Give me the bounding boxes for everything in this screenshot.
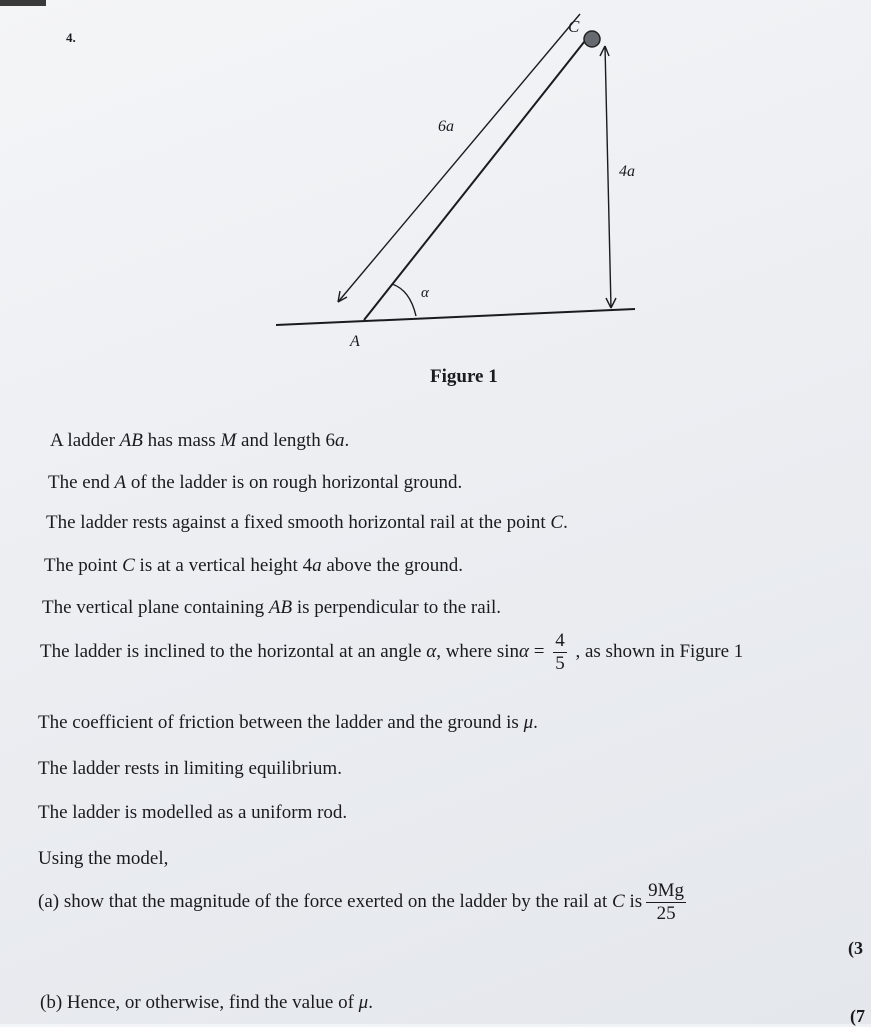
- marks-part-a: (3: [848, 938, 863, 958]
- rail-point-c: [584, 31, 600, 47]
- text-line-5: The vertical plane containing AB is perpendicular to the rail.: [42, 597, 502, 618]
- question-part-a: (a) show that the magnitude of the force exerted on the ladder by the rail at C is $\frac{9Mg}{25}$: [38, 880, 685, 924]
- sin-alpha-fraction: $\frac{4}{5}$: [555, 630, 565, 674]
- force-fraction: $\frac{9Mg}{25}$: [648, 880, 685, 924]
- question-part-b: (b) Hence, or otherwise, find the value of μ.: [40, 992, 373, 1013]
- text-line-8: The ladder rests in limiting equilibrium.: [38, 758, 342, 779]
- text-line-3: The ladder rests against a fixed smooth horizontal rail at the point C.: [46, 512, 568, 533]
- ground-line: [276, 309, 635, 325]
- figure-caption: Figure 1: [430, 366, 498, 387]
- question-number: 4.: [66, 30, 76, 45]
- marks-part-b: (7: [850, 1006, 865, 1026]
- ladder-rod: [364, 32, 592, 320]
- text-line-10: Using the model,: [38, 848, 169, 869]
- text-line-7: The coefficient of friction between the ladder and the ground is μ.: [38, 712, 538, 733]
- text-line-9: The ladder is modelled as a uniform rod.: [38, 802, 348, 823]
- angle-arc: [392, 284, 416, 316]
- label-alpha: α: [421, 285, 429, 301]
- length-dimension-line: [338, 14, 580, 302]
- figure-1-diagram: [0, 0, 871, 400]
- text-line-2: The end A of the ladder is on rough horizontal ground.: [48, 472, 463, 493]
- label-c: C: [568, 17, 580, 36]
- text-line-6: The ladder is inclined to the horizontal at an angle α, where sinα = $\frac{4}{5}$ , as shown in Figure 1: [40, 630, 744, 674]
- label-a: A: [350, 333, 360, 350]
- height-dimension-line: [605, 46, 611, 308]
- text-line-4: The point C is at a vertical height 4a above the ground.: [44, 555, 463, 576]
- label-6a: 6a: [438, 118, 454, 135]
- text-line-1: A ladder AB has mass M and length 6a.: [50, 430, 350, 451]
- label-4a: 4a: [619, 163, 635, 180]
